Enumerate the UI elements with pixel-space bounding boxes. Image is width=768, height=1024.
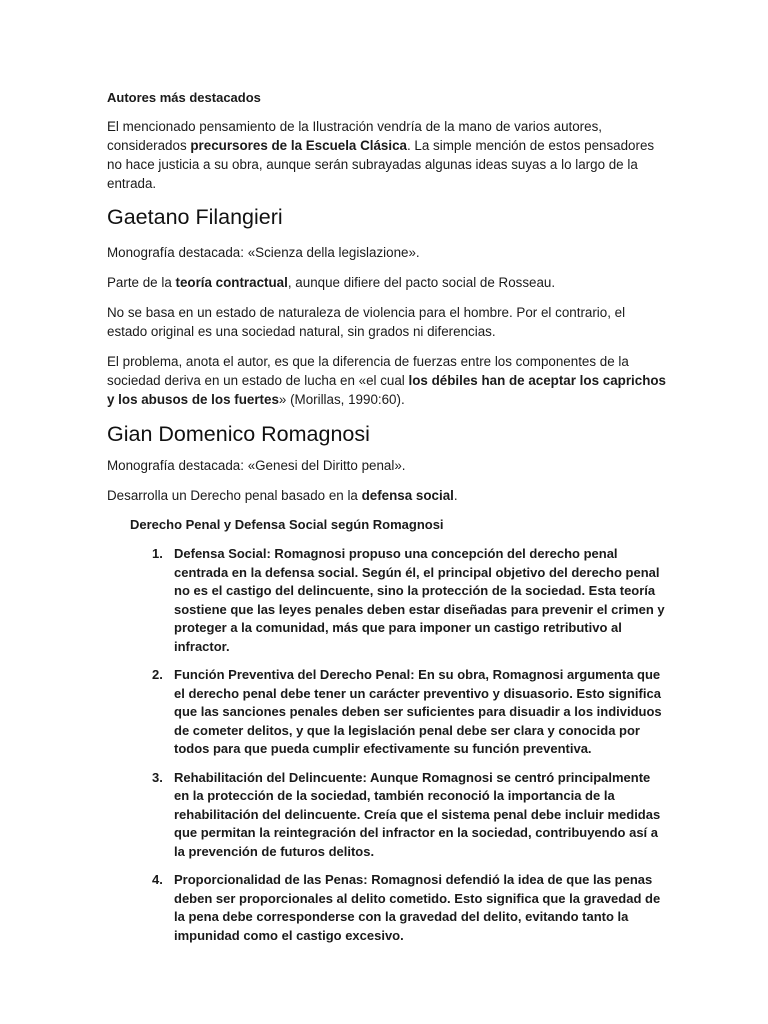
authors-heading: Autores más destacados <box>107 90 261 105</box>
list-item <box>107 545 667 656</box>
list-item-text: Defensa Social: Romagnosi propuso una concepción del derecho penal centrada en la defensa social. Según él, el principal objetivo del derecho penal no es el castigo del delincuente, sino la protección de la sociedad. Esta teoría sostiene que las leyes penales deben estar diseñadas para prevenir el crimen y proteger a la comunidad, más que para imponer un castigo retributivo al infractor. <box>174 546 665 654</box>
list-item <box>107 871 667 945</box>
intro-bold: precursores de la Escuela Clásica <box>190 138 407 153</box>
problem-text-2: » (Morillas, 1990:60). <box>278 392 405 407</box>
romagnosi-monograph: Monografía destacada: «Genesi del Diritto penal». <box>107 458 406 473</box>
contract-bold: teoría contractual <box>175 275 288 290</box>
filangieri-monograph: Monografía destacada: «Scienza della legislazione». <box>107 245 420 260</box>
list-item-text: Rehabilitación del Delincuente: Aunque Romagnosi se centró principalmente en la protección de la sociedad, también reconoció la importancia de la rehabilitación del delincuente. Creía que el sistema penal debe incluir medidas que permitan la reintegración del infractor en la sociedad, contribuyendo así a la prevención de futuros delitos. <box>174 769 661 859</box>
intro-text-2: . La simple mención de estos pensadores no hace justicia a su obra, aunque serán subrayadas algunas ideas suyas a lo largo de la entrada. <box>107 138 655 191</box>
list-item <box>107 769 667 862</box>
contract-text-1: Parte de la <box>107 275 176 290</box>
list-item-number: 4. <box>152 872 163 887</box>
intro-paragraph <box>107 117 667 193</box>
romagnosi-develop <box>107 486 667 505</box>
contract-text-2: , aunque difiere del pacto social de Rosseau. <box>287 275 556 290</box>
list-item-number: 1. <box>152 546 163 561</box>
list-item-text: Función Preventiva del Derecho Penal: En su obra, Romagnosi argumenta que el derecho penal debe tener un carácter preventivo y disuasorio. Esto significa que las sanciones penales deben ser suficientes para disuadir a los individuos de cometer delitos, y que la legislación penal debe ser clara y conocida por todos para que pueda cumplir efectivamente su función preventiva. <box>174 667 662 756</box>
principles-list <box>107 545 667 945</box>
list-item-number: 3. <box>152 769 163 785</box>
filangieri-problem <box>107 352 667 409</box>
develop-text-2: . <box>453 488 458 503</box>
document-content <box>107 88 667 945</box>
list-item <box>107 666 667 759</box>
list-item-number: 2. <box>152 667 163 682</box>
problem-text-1: El problema, anota el autor, es que la diferencia de fuerzas entre los componentes de la sociedad deriva en un estado de lucha en «el cual <box>107 354 629 388</box>
develop-text-1: Desarrolla un Derecho penal basado en la <box>107 488 362 503</box>
develop-bold: defensa social <box>361 488 454 503</box>
list-item-text: Proporcionalidad de las Penas: Romagnosi defendió la idea de que las penas deben ser proporcionales al delito cometido. Esto significa que la gravedad de la pena debe corresponderse con la gravedad del delito, evitando tanto la impunidad como el castigo excesivo. <box>174 872 661 943</box>
filangieri-nature: No se basa en un estado de naturaleza de violencia para el hombre. Por el contrario, el estado original es una sociedad natural, sin grados ni diferencias. <box>107 305 626 339</box>
romagnosi-subheading: Derecho Penal y Defensa Social según Romagnosi <box>130 517 444 532</box>
filangieri-contract <box>107 273 667 292</box>
heading-romagnosi: Gian Domenico Romagnosi <box>107 422 370 446</box>
problem-bold: los débiles han de aceptar los caprichos y los abusos de los fuertes <box>107 373 667 407</box>
heading-filangieri: Gaetano Filangieri <box>107 205 283 229</box>
intro-text-1: El mencionado pensamiento de la Ilustración vendría de la mano de varios autores, considerados <box>107 119 603 153</box>
